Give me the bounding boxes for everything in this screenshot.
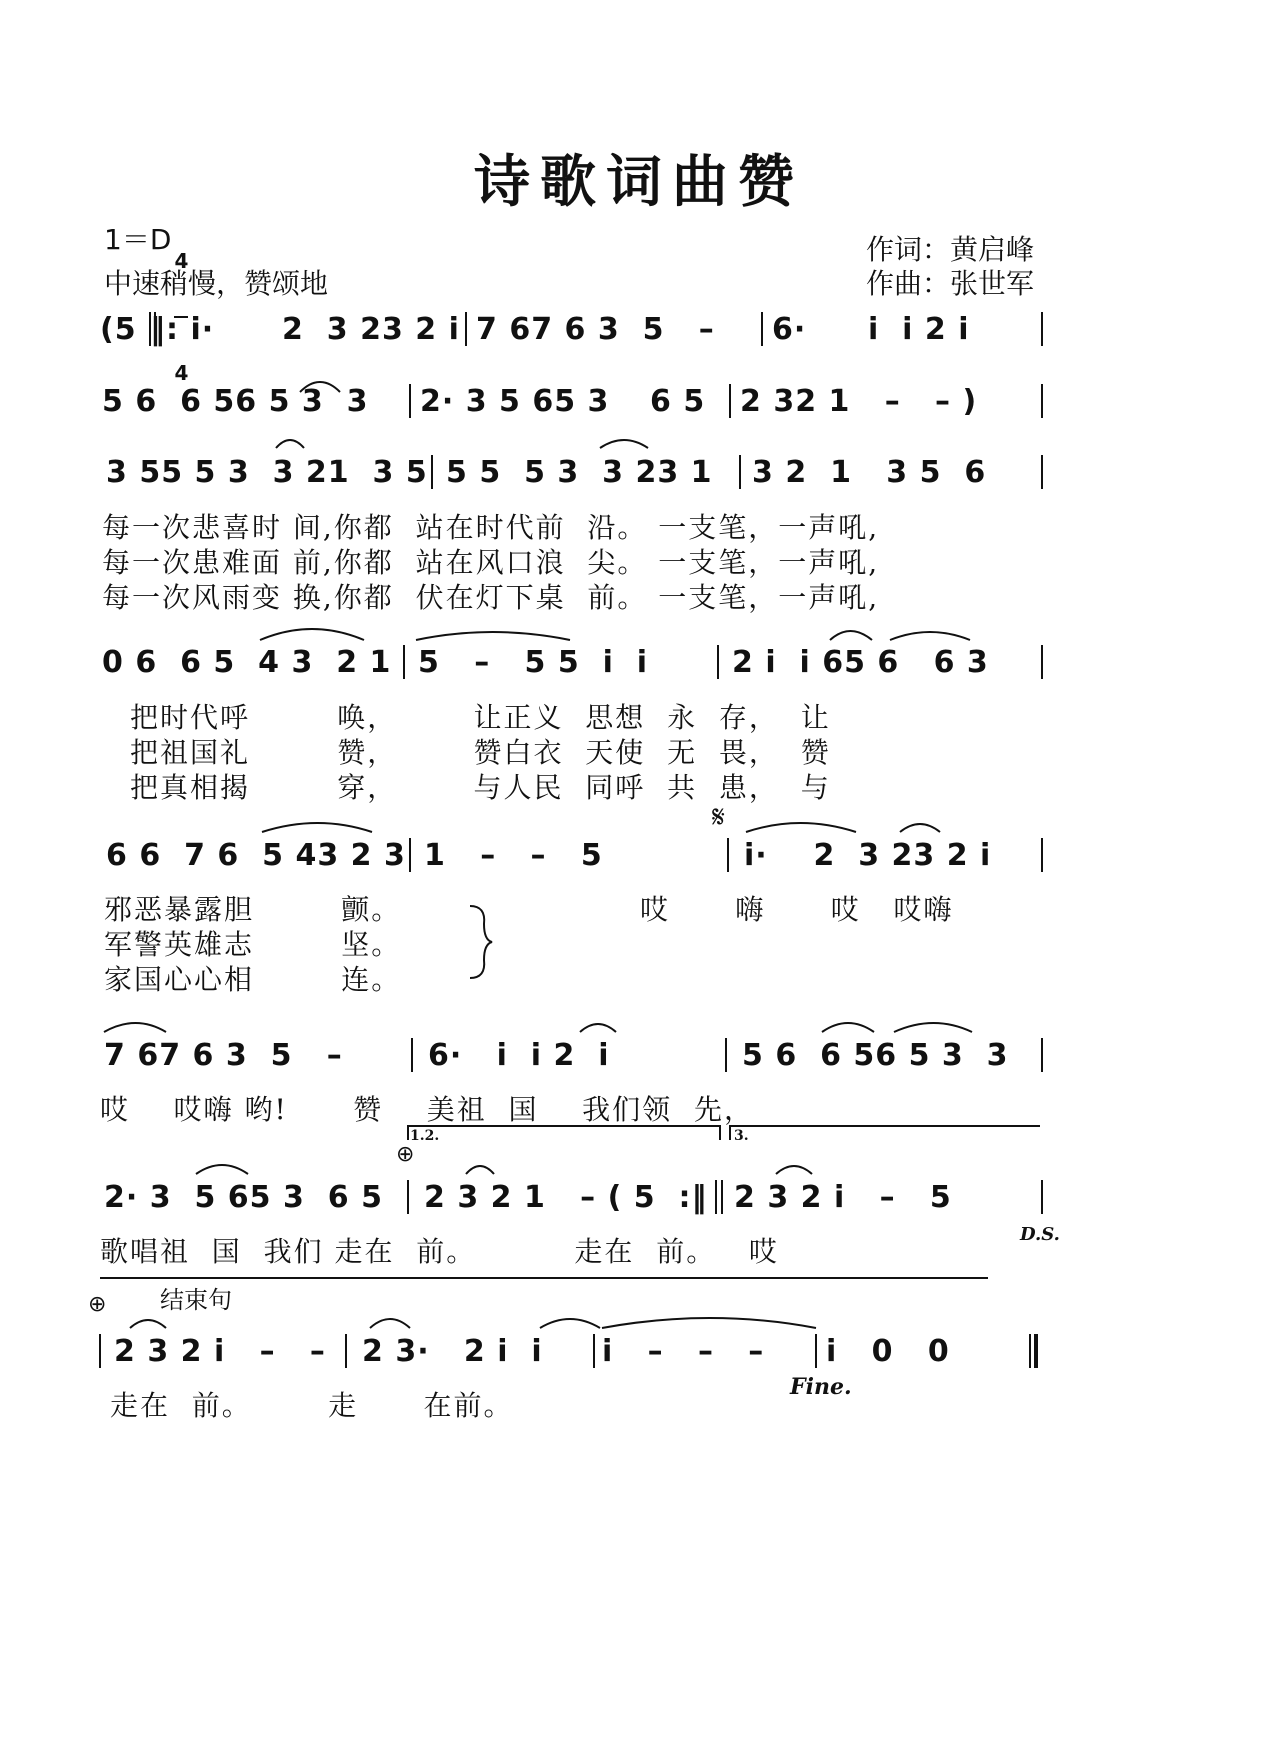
slur [822,1023,874,1032]
lyrics-line6: 哎 哎嗨 哟! 赞 美祖 国 我们领 先， [100,1093,754,1126]
coda-sign-line7: ⊕ [396,1142,415,1167]
song-title: 诗歌词曲赞 [474,149,804,215]
notes-line7-m3: 2 3 2 i – 5 [734,1180,952,1215]
volta-bracket-first [408,1126,720,1140]
lyrics-line4-verse1: 把时代呼 唤， 让正义 思想 永 存， 让 [130,701,831,734]
notes-line6-m1: 7 67 6 3 5 – [104,1038,343,1073]
slur [900,824,940,832]
notes-line1-m1b: 2 3 23 2 i [282,312,460,347]
slur [600,440,648,448]
notes-line8-m1: 2 3 2 i – – [114,1334,326,1369]
slur [262,823,372,832]
notes-line2-m2b: 6 5 [650,384,706,419]
lyrics-line5-verse2: 军警英雄志 坚。 [104,928,402,961]
fine-marking: Fine. [790,1374,852,1400]
slur [540,1319,600,1328]
segno-sign: 𝄋 [712,800,725,835]
slur [580,1024,616,1032]
slur [370,1319,410,1328]
volta-first-label: 1.2. [410,1128,440,1144]
notes-line3-m2: 5 5 5 3 3 23 1 [446,455,713,490]
slur [196,1165,248,1174]
notes-line1-m0: (5 [100,312,137,347]
notes-line7-m1: 2· 3 5 65 3 6 5 [104,1180,383,1215]
slur [300,382,340,392]
notes-line4-m1: 0 6 6 5 4 3 2 1 [102,645,392,680]
notes-line1-m3b: i i 2 i [868,312,970,347]
volta-third-label: 3. [734,1128,749,1144]
lyrics-line8: 走在 前。 走 在前。 [110,1389,514,1422]
notes-line8-m4: i 0 0 [826,1334,950,1369]
lyrics-line4-verse2: 把祖国礼 赞， 赞白衣 天使 无 畏， 赞 [130,736,831,769]
slur [466,1166,494,1174]
slur [830,631,872,640]
slur [260,629,364,640]
composer-credit: 作曲：张世军 [866,267,1035,300]
notes-line5-m3: i· 2 3 23 2 i [744,838,992,873]
slur [104,1023,166,1032]
lyrics-line7: 歌唱祖 国 我们 走在 前。 走在 前。 哎 [100,1235,779,1268]
notes-line2-m2a: 2· 3 5 65 3 [420,384,610,419]
lyrics-line3-verse2: 每一次患难面 前,你都 站在风口浪 尖。 一支笔，一声吼, [102,546,880,579]
coda-sign-line8: ⊕ [88,1292,107,1317]
notes-line1-m1a: ‖: i· [150,312,215,347]
notes-line8-m3: i – – – [602,1334,765,1369]
slur [276,440,304,448]
ending-label: 结束句 [160,1286,232,1314]
notes-line6-m3: 5 6 6 56 5 3 3 [742,1038,1009,1073]
time-sig-top: 4 [174,249,190,273]
lyricist-credit: 作词：黄启峰 [866,233,1035,266]
lyrics-line5-verse3: 家国心心相 连。 [104,963,402,996]
notes-line7-m2: 2 3 2 1 – ( 5 :‖ [424,1180,708,1215]
notes-line4-m3: 2 i i 65 6 6 3 [732,645,989,680]
notes-line4-m2: 5 – 5 5 i i [418,645,649,680]
notes-line3-m3: 3 2 1 3 5 6 [752,455,987,490]
verse-brace [470,906,492,978]
slur [416,632,570,640]
slur [602,1318,816,1328]
lyrics-line5-refrain: 哎 嗨 哎 哎嗨 [640,893,954,926]
lyrics-line3-verse3: 每一次风雨变 换,你都 伏在灯下桌 前。 一支笔，一声吼, [102,581,880,614]
notes-line5-m1: 6 6 7 6 5 43 2 3 [106,838,406,873]
slur [890,632,970,640]
lyrics-line3-verse1: 每一次悲喜时 间,你都 站在时代前 沿。 一支笔，一声吼, [102,511,880,544]
notes-line6-m2: 6· i i 2 i [428,1038,610,1073]
slur [130,1320,166,1328]
notes-line2-m1: 5 6 6 56 5 3 3 [102,384,369,419]
notes-line3-m1: 3 55 5 3 3 21 3 5 [106,455,428,490]
notes-line1-m3a: 6· [772,312,807,347]
time-sig-bottom: 4 [174,361,190,385]
notes-line8-m2: 2 3· 2 i i [362,1334,543,1369]
notes-line5-m2: 1 – – 5 [424,838,603,873]
notes-line2-m3: 2 32 1 – – ) [740,384,978,419]
notes-line1-m2: 7 67 6 3 5 – [476,312,715,347]
lyrics-line5-verse1: 邪恶暴露胆 颤。 [104,893,402,926]
lyrics-line4-verse3: 把真相揭 穿， 与人民 同呼 共 患， 与 [130,771,831,804]
slur [746,823,856,832]
key-signature: 1＝D [104,223,172,256]
dal-segno-marking: D.S. [1020,1224,1060,1245]
slur [894,1023,972,1032]
slur [776,1166,812,1174]
tempo-marking: 中速稍慢，赞颂地 [104,267,329,300]
volta-bracket-third [730,1126,1040,1140]
